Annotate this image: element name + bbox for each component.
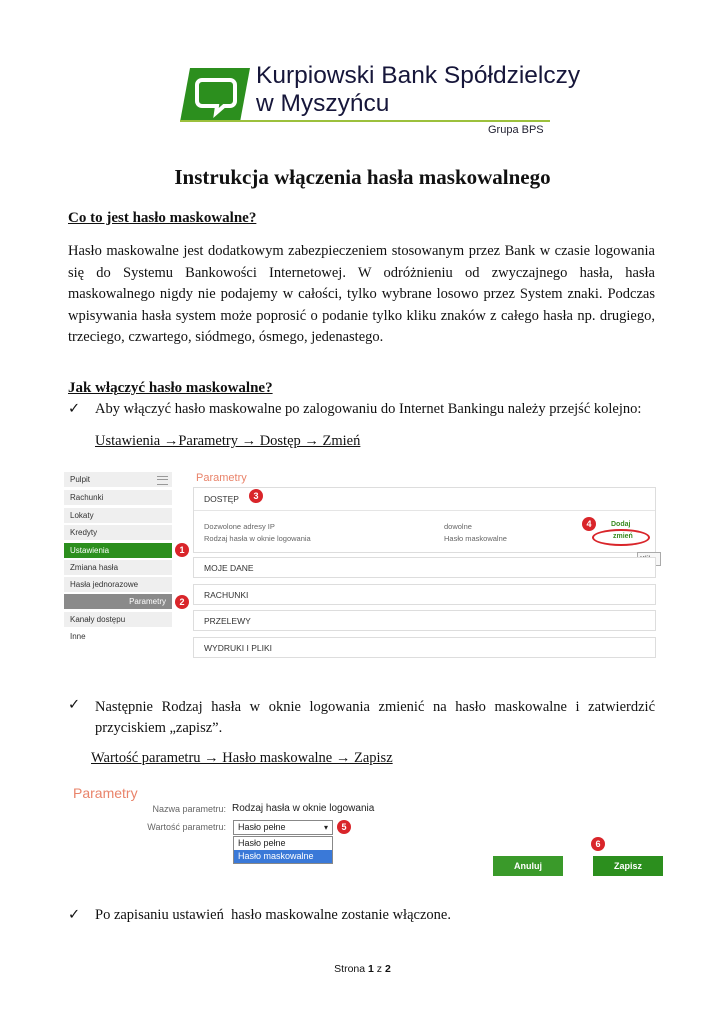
save-button[interactable]: Zapisz	[593, 856, 663, 876]
dostep-header[interactable]: DOSTĘP	[204, 494, 239, 504]
document-title: Instrukcja włączenia hasła maskowalnego	[174, 165, 551, 189]
check-icon: ✓	[68, 401, 81, 417]
zmien-link[interactable]: zmień	[613, 533, 633, 540]
highlight-ellipse	[592, 529, 650, 546]
footer-total: 2	[384, 963, 391, 975]
section-wydruki[interactable]: WYDRUKI I PLIKI	[193, 637, 656, 658]
section2-heading: Jak włączyć hasło maskowalne?	[68, 380, 273, 396]
select-value: Hasło pełne	[238, 822, 286, 832]
step3-text: Po zapisaniu ustawień hasło maskowalne zostanie włączone.	[95, 907, 451, 923]
step1-item	[68, 401, 658, 421]
section-rachunki[interactable]: RACHUNKI	[193, 584, 656, 605]
step3-item	[68, 907, 658, 927]
divider	[194, 510, 655, 511]
step2-text: Następnie Rodzaj hasła w oknie logowania zmienić na hasło maskowalne i zatwierdzić przyciskiem „zapisz”.	[95, 699, 655, 736]
step-badge-6: 6	[591, 837, 605, 851]
footer-prefix: Strona	[334, 963, 369, 975]
step-badge-5: 5	[337, 820, 351, 834]
bank-logo-icon	[180, 68, 250, 122]
step-badge-2: 2	[175, 595, 189, 609]
sidebar-item-kanaly-dostepu[interactable]: Kanały dostępu	[64, 612, 172, 628]
sidebar-item-hasla-jednorazowe[interactable]: Hasła jednorazowe	[64, 577, 172, 593]
step-badge-3: 3	[249, 489, 263, 503]
sidebar-item-rachunki[interactable]: Rachunki	[64, 490, 172, 506]
row2-value: Hasło maskowalne	[444, 534, 507, 543]
logo-divider	[180, 120, 550, 122]
check-icon: ✓	[68, 697, 81, 713]
path2: Wartość parametru → Hasło maskowalne → Zapisz	[91, 750, 393, 766]
menu-icon[interactable]	[157, 476, 168, 485]
sidebar-item-zmiana-hasla[interactable]: Zmiana hasła	[64, 560, 172, 576]
bank-name-line2: w Myszyńcu	[256, 90, 390, 117]
footer-page: 1	[368, 963, 374, 975]
page-footer	[0, 963, 725, 975]
sidebar-item-lokaty[interactable]: Lokaty	[64, 508, 172, 524]
footer-sep: z	[373, 963, 385, 975]
form-title: Parametry	[73, 785, 138, 801]
select-options	[233, 836, 333, 864]
section-przelewy[interactable]: PRZELEWY	[193, 610, 656, 631]
section-moje-dane[interactable]: MOJE DANE	[193, 557, 656, 578]
row2-label: Rodzaj hasła w oknie logowania	[204, 534, 311, 543]
name-value: Rodzaj hasła w oknie logowania	[232, 803, 375, 814]
step-badge-1: 1	[175, 543, 189, 557]
path1: Ustawienia →Parametry → Dostęp → Zmień	[95, 433, 361, 449]
sidebar-item-pulpit[interactable]: Pulpit	[64, 472, 172, 488]
name-label: Nazwa parametru:	[152, 804, 226, 814]
option-haslo-maskowalne[interactable]: Hasło maskowalne	[234, 850, 332, 863]
dodaj-link[interactable]: Dodaj	[611, 521, 631, 528]
section1-heading: Co to jest hasło maskowalne?	[68, 210, 257, 226]
step1-text: Aby włączyć hasło maskowalne po zalogowaniu do Internet Bankingu należy przejść kolejno:	[95, 401, 642, 417]
sidebar-item-parametry[interactable]: Parametry	[64, 594, 172, 610]
value-label: Wartość parametru:	[147, 822, 226, 832]
content-title: Parametry	[196, 472, 247, 484]
cancel-button[interactable]: Anuluj	[493, 856, 563, 876]
group-name: Grupa BPS	[488, 124, 544, 136]
dropdown-arrow-icon[interactable]: ▾	[323, 823, 328, 832]
bank-name-line1: Kurpiowski Bank Spółdzielczy	[256, 62, 581, 89]
row1-value: dowolne	[444, 522, 472, 531]
parameter-select[interactable]	[233, 820, 333, 835]
sidebar-item-inne[interactable]: Inne	[64, 629, 172, 645]
bank-name	[256, 62, 580, 118]
section1-paragraph: Hasło maskowalne jest dodatkowym zabezpieczeniem stosowanym przez Bank w czasie logowania się do Systemu Bankowości Internetowej. W odróżnieniu od zwyczajnego hasła, hasła maskowalnego nigdy nie podajemy w całości, tylko wybrane losowo przez System znaki. Podczas wpisywania hasła system może poprosić o podanie tylko kliku znaków z całego hasła np. drugiego, trzeciego, czwartego, siódmego, ósmego, jedenastego.	[68, 243, 655, 345]
check-icon: ✓	[68, 907, 81, 923]
step2-item	[68, 697, 658, 741]
row1-label: Dozwolone adresy IP	[204, 522, 275, 531]
option-haslo-pelne[interactable]: Hasło pełne	[238, 838, 286, 848]
sidebar-item-ustawienia[interactable]: Ustawienia	[64, 543, 172, 559]
sidebar-item-kredyty[interactable]: Kredyty	[64, 525, 172, 541]
step-badge-4: 4	[582, 517, 596, 531]
